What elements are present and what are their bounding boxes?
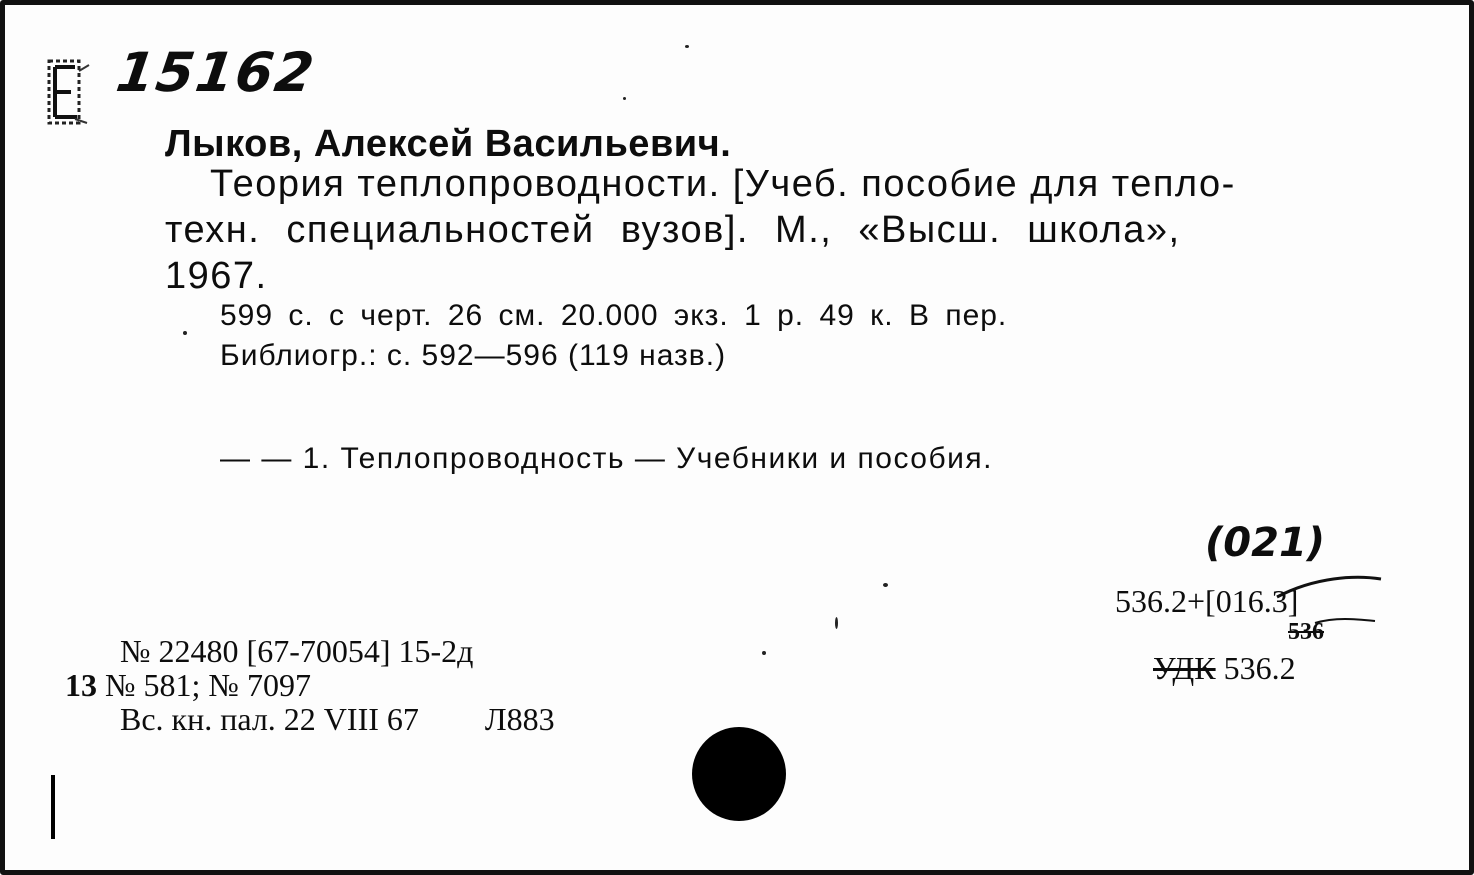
card-code: Л883 — [484, 701, 555, 737]
speck — [835, 617, 838, 629]
speck — [623, 97, 626, 100]
udk-line-2: 536 — [1288, 619, 1324, 645]
subject-heading: — — 1. Теплопроводность — Учебники и пособия. — [220, 442, 993, 475]
udk-line-3 — [1153, 650, 1296, 687]
title-line-2: техн. специальностей вузов]. М., «Высш. школа», — [165, 209, 1181, 251]
speck — [685, 45, 689, 48]
speck — [883, 583, 888, 587]
title-line-1: Теория теплопроводности. [Учеб. пособие для тепло- — [210, 163, 1236, 205]
registration-line-3 — [120, 701, 555, 738]
udk-label: УДК — [1153, 650, 1216, 686]
physical-description: 599 с. с черт. 26 см. 20.000 экз. 1 р. 49 к. В пер. — [220, 299, 1008, 332]
registration-line-2 — [65, 667, 311, 704]
stamp-e-icon — [45, 57, 93, 127]
registration-line-1: № 22480 [67-70054] 15-2д — [120, 633, 474, 669]
chamber-date: Вс. кн. пал. 22 VIII 67 — [120, 701, 419, 737]
edge-mark — [51, 775, 55, 839]
udk-handwritten: (021) — [1205, 520, 1326, 566]
udk-line-1: 536.2+[016.3] — [1115, 583, 1299, 619]
udk-value: 536.2 — [1223, 650, 1296, 686]
speck — [762, 651, 766, 655]
punch-hole — [692, 727, 786, 821]
bibliography-note: Библиогр.: с. 592—596 (119 назв.) — [220, 339, 727, 372]
speck — [183, 331, 187, 335]
registration-numbers: № 581; № 7097 — [105, 667, 311, 703]
title-line-3: 1967. — [165, 255, 268, 297]
card-number: 15162 — [112, 41, 320, 104]
author-heading: Лыков, Алексей Васильевич. — [165, 123, 732, 165]
registration-prefix: 13 — [65, 667, 97, 703]
